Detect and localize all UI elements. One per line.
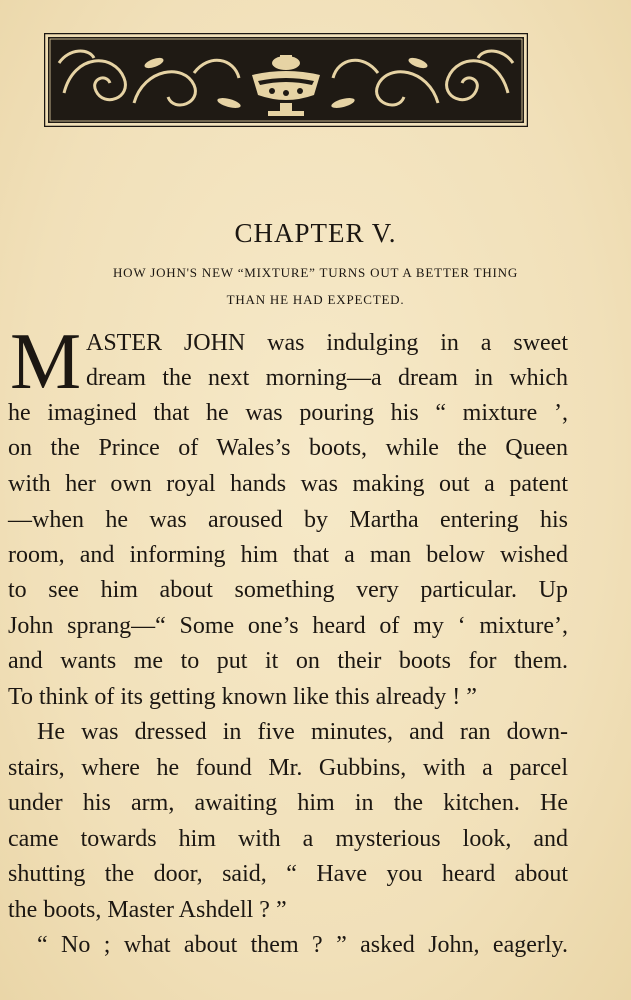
text-line: came towards him with a mysterious look, and: [8, 826, 568, 852]
text-line: under his arm, awaiting him in the kitchen. He: [8, 790, 568, 816]
text-line: he imagined that he was pouring his “ mixture ’,: [8, 400, 568, 426]
text-line: —when he was aroused by Martha entering his: [8, 507, 568, 533]
text-line: shutting the door, said, “ Have you heard about: [8, 861, 568, 887]
text-line: to see him about something very particular. Up: [8, 577, 568, 603]
text-line: room, and informing him that a man below wished: [8, 542, 568, 568]
drop-cap-letter: M: [10, 318, 82, 406]
chapter-subtitle-line-1: HOW JOHN'S NEW “MIXTURE” TURNS OUT A BETTER THING: [112, 265, 519, 280]
text-line: and wants me to put it on their boots for them.: [8, 648, 568, 674]
text-line: “ No ; what about them ? ” asked John, eagerly.: [37, 932, 568, 958]
chapter-subtitle-line-2: THAN HE HAD EXPECTED.: [226, 292, 405, 307]
text-line: the boots, Master Ashdell ? ”: [8, 897, 287, 923]
text-line: dream the next morning—a dream in which: [86, 365, 568, 391]
text-line: stairs, where he found Mr. Gubbins, with a parcel: [8, 755, 568, 781]
text-line: He was dressed in five minutes, and ran down-: [37, 719, 568, 745]
text-line: To think of its getting known like this already ! ”: [8, 684, 477, 710]
chapter-title: CHAPTER V.: [234, 218, 397, 248]
urn-acanthus-scroll-ornament: [44, 33, 528, 127]
text-line: ASTER JOHN was indulging in a sweet: [86, 330, 568, 356]
text-line: with her own royal hands was making out a patent: [8, 471, 568, 497]
text-line: on the Prince of Wales’s boots, while the Queen: [8, 435, 568, 461]
text-line: John sprang—“ Some one’s heard of my ‘ mixture’,: [8, 613, 568, 639]
